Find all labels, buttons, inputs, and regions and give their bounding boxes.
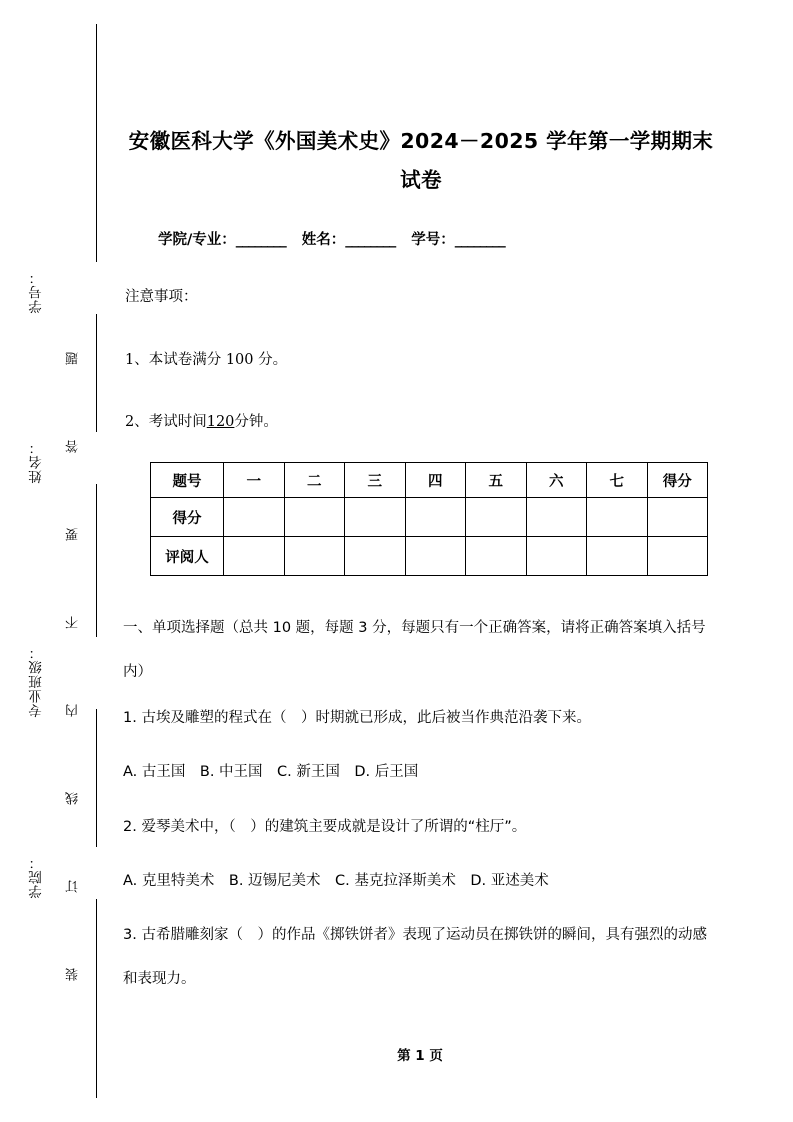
score-cell-3[interactable] bbox=[345, 498, 406, 537]
col-header-7: 七 bbox=[587, 463, 648, 498]
question-1-text: 1. 古埃及雕塑的程式在（ ）时期就已形成，此后被当作典范沿袭下来。 bbox=[123, 710, 591, 726]
notes-item-2-prefix: 2、考试时间 bbox=[125, 414, 207, 430]
grader-cell-4[interactable] bbox=[405, 537, 466, 576]
sidebar-seal-char-7: 订 bbox=[66, 880, 81, 893]
sidebar-seal-char-4: 不 bbox=[66, 616, 81, 629]
notes-heading: 注意事项： bbox=[125, 289, 198, 305]
binding-margin bbox=[0, 0, 96, 1122]
score-cell-2[interactable] bbox=[284, 498, 345, 537]
question-1-options[interactable]: A. 古王国 B. 中王国 C. 新王国 D. 后王国 bbox=[123, 764, 419, 780]
grader-cell-3[interactable] bbox=[345, 537, 406, 576]
paper-content bbox=[120, 0, 720, 1122]
table-row-header bbox=[151, 463, 708, 498]
section-1-heading: 一、单项选择题（总共 10 题，每题 3 分，每题只有一个正确答案，请将正确答案填入括号内） bbox=[123, 620, 706, 680]
score-cell-total[interactable] bbox=[647, 498, 708, 537]
sidebar-seal-char-5: 内 bbox=[66, 704, 81, 717]
col-header-3: 三 bbox=[345, 463, 406, 498]
score-table bbox=[150, 462, 708, 576]
name-label: 姓名： bbox=[301, 232, 346, 248]
exam-duration-value: 120 bbox=[206, 414, 235, 430]
sidebar-seal-char-6: 线 bbox=[66, 792, 81, 805]
row-header-question-no: 题号 bbox=[151, 463, 224, 498]
sidebar-label-college: 学院： bbox=[29, 855, 45, 899]
col-header-total: 得分 bbox=[647, 463, 708, 498]
binding-gap-4 bbox=[96, 847, 97, 899]
score-cell-5[interactable] bbox=[466, 498, 527, 537]
question-2-options[interactable]: A. 克里特美术 B. 迈锡尼美术 C. 基克拉泽斯美术 D. 亚述美术 bbox=[123, 873, 549, 889]
notes-item-2-suffix: 分钟。 bbox=[234, 414, 278, 430]
grader-cell-5[interactable] bbox=[466, 537, 527, 576]
student-id-label: 学号： bbox=[411, 232, 455, 248]
col-header-2: 二 bbox=[284, 463, 345, 498]
notes-item-2 bbox=[125, 410, 278, 431]
col-header-6: 六 bbox=[526, 463, 587, 498]
student-info-line bbox=[158, 228, 718, 249]
question-2-text: 2. 爱琴美术中，（ ）的建筑主要成就是设计了所谓的“柱厅”。 bbox=[123, 819, 527, 835]
row-header-score: 得分 bbox=[151, 498, 224, 537]
score-cell-1[interactable] bbox=[224, 498, 285, 537]
row-header-grader: 评阅人 bbox=[151, 537, 224, 576]
college-blank[interactable]: ________ bbox=[235, 232, 286, 248]
table-row-score bbox=[151, 498, 708, 537]
sidebar-label-name: 姓名： bbox=[29, 440, 45, 484]
grader-cell-1[interactable] bbox=[224, 537, 285, 576]
grader-cell-7[interactable] bbox=[587, 537, 648, 576]
col-header-4: 四 bbox=[405, 463, 466, 498]
grader-cell-total[interactable] bbox=[647, 537, 708, 576]
name-blank[interactable]: ________ bbox=[345, 232, 396, 248]
sidebar-seal-char-8: 装 bbox=[66, 968, 81, 981]
binding-vertical-rule bbox=[96, 24, 97, 1098]
page-title: 安徽医科大学《外国美术史》2024－2025 学年第一学期期末试卷 bbox=[128, 129, 714, 192]
score-cell-7[interactable] bbox=[587, 498, 648, 537]
sidebar-seal-char-3: 要 bbox=[66, 528, 81, 541]
score-cell-6[interactable] bbox=[526, 498, 587, 537]
sidebar-seal-char-1: 题 bbox=[66, 352, 81, 365]
col-header-1: 一 bbox=[224, 463, 285, 498]
grader-cell-6[interactable] bbox=[526, 537, 587, 576]
sidebar-label-student-id: 学号： bbox=[29, 270, 45, 314]
sidebar-seal-char-2: 答 bbox=[66, 440, 81, 453]
score-cell-4[interactable] bbox=[405, 498, 466, 537]
notes-item-1: 1、本试卷满分 100 分。 bbox=[125, 352, 288, 368]
question-3-text: 3. 古希腊雕刻家（ ）的作品《掷铁饼者》表现了运动员在掷铁饼的瞬间，具有强烈的动感和表现力。 bbox=[123, 927, 707, 987]
college-label: 学院/专业： bbox=[158, 232, 236, 248]
binding-gap-3 bbox=[96, 637, 97, 709]
col-header-5: 五 bbox=[466, 463, 527, 498]
sidebar-label-class: 专业班级： bbox=[29, 645, 45, 718]
page-footer: 第 1 页 bbox=[397, 1048, 443, 1064]
grader-cell-2[interactable] bbox=[284, 537, 345, 576]
table-row-grader bbox=[151, 537, 708, 576]
binding-gap-1 bbox=[96, 262, 97, 314]
binding-gap-2 bbox=[96, 432, 97, 484]
student-id-blank[interactable]: ________ bbox=[454, 232, 505, 248]
